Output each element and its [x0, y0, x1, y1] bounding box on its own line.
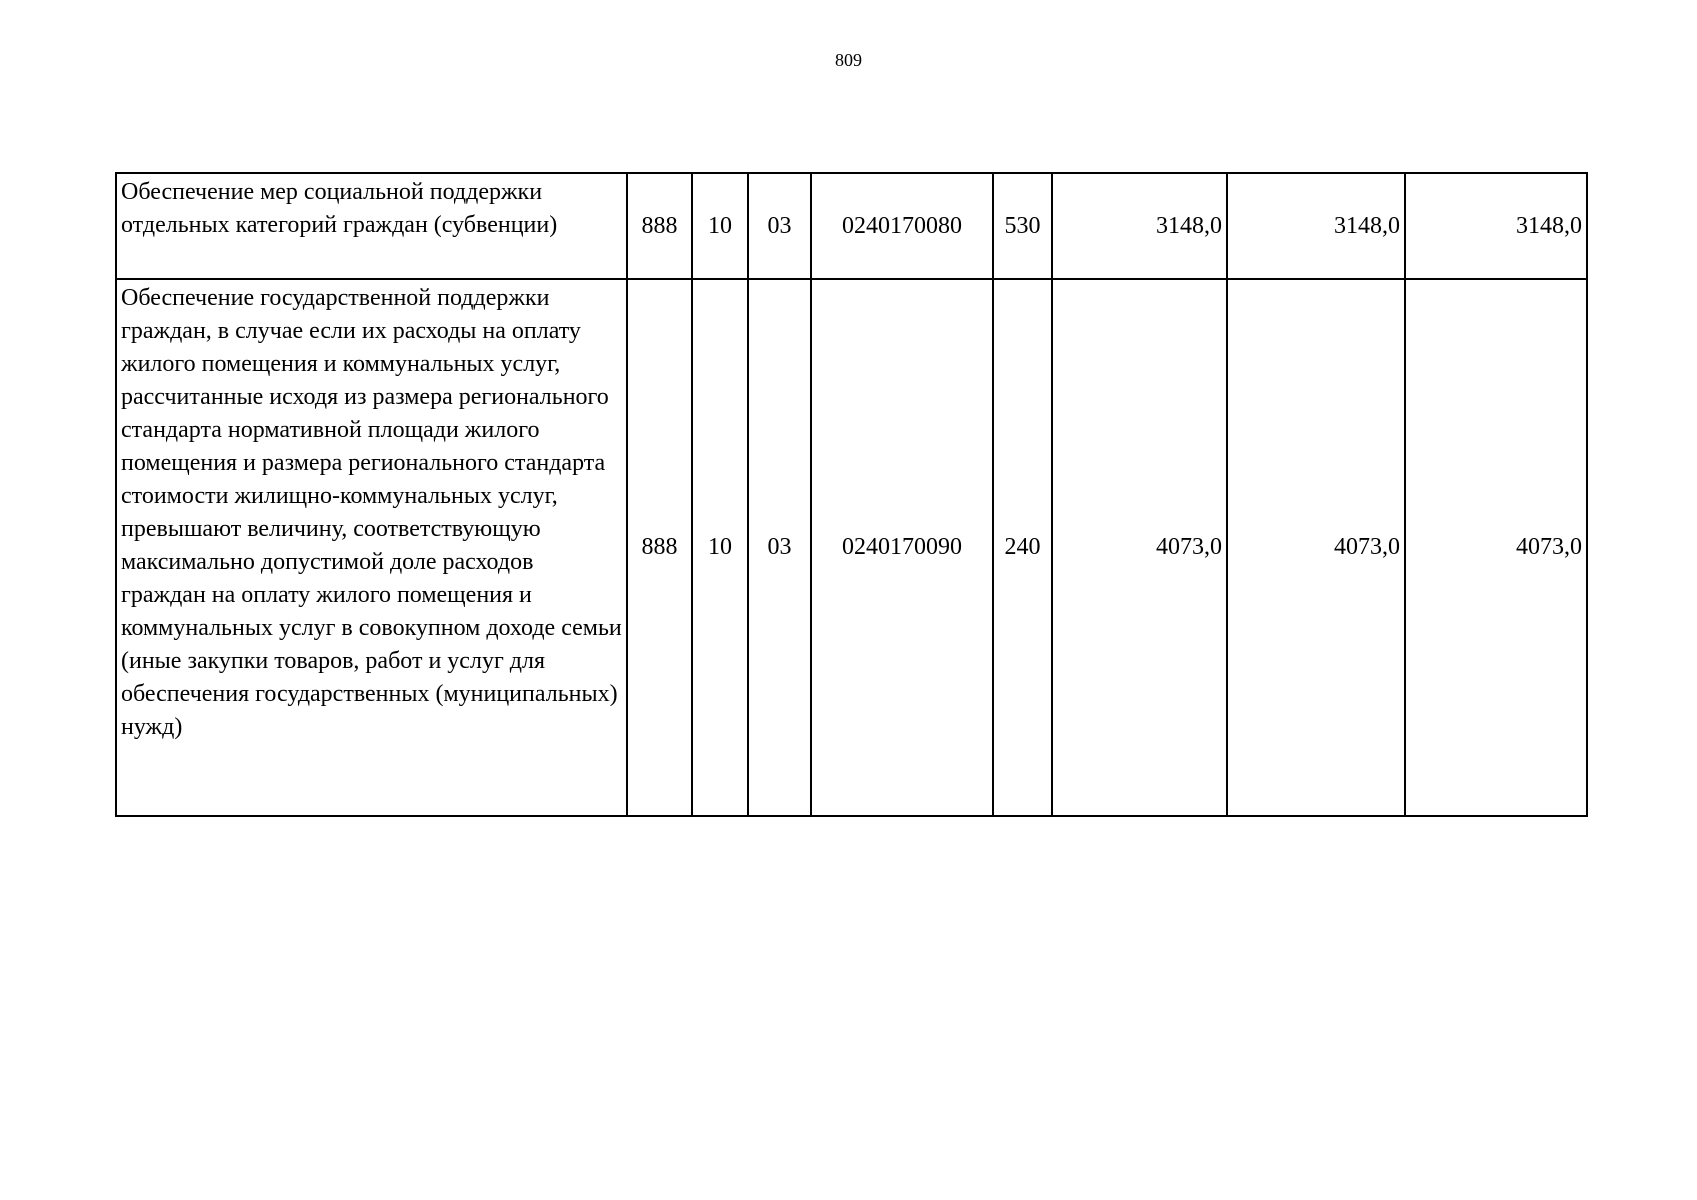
budget-table: [115, 172, 1588, 817]
ministry-code: 888: [627, 279, 692, 816]
expense-type-code: 530: [993, 173, 1052, 279]
table-row: [116, 173, 1587, 279]
subsection-code: 03: [748, 279, 811, 816]
amount-year-1: 4073,0: [1052, 279, 1227, 816]
amount-year-3: 3148,0: [1405, 173, 1587, 279]
row-description: Обеспечение мер социальной поддержки отдельных категорий граждан (субвенции): [116, 173, 627, 279]
amount-year-2: 3148,0: [1227, 173, 1405, 279]
target-article-code: 0240170090: [811, 279, 993, 816]
expense-type-code: 240: [993, 279, 1052, 816]
page-number: 809: [835, 50, 862, 70]
target-article-code: 0240170080: [811, 173, 993, 279]
amount-year-3: 4073,0: [1405, 279, 1587, 816]
row-description: Обеспечение государственной поддержки граждан, в случае если их расходы на оплату жилого помещения и коммунальных услуг, рассчитанные исходя из размера регионального стандарта нормативной площади жилого помещения и размера регионального стандарта стоимости жилищно-коммунальных услуг, превышают величину, соответствующую максимально допустимой доле расходов граждан на оплату жилого помещения и коммунальных услуг в совокупном доходе семьи (иные закупки товаров, работ и услуг для обеспечения государственных (муниципальных) нужд): [116, 279, 627, 816]
ministry-code: 888: [627, 173, 692, 279]
section-code: 10: [692, 279, 748, 816]
table-row: [116, 279, 1587, 816]
section-code: 10: [692, 173, 748, 279]
subsection-code: 03: [748, 173, 811, 279]
amount-year-2: 4073,0: [1227, 279, 1405, 816]
amount-year-1: 3148,0: [1052, 173, 1227, 279]
